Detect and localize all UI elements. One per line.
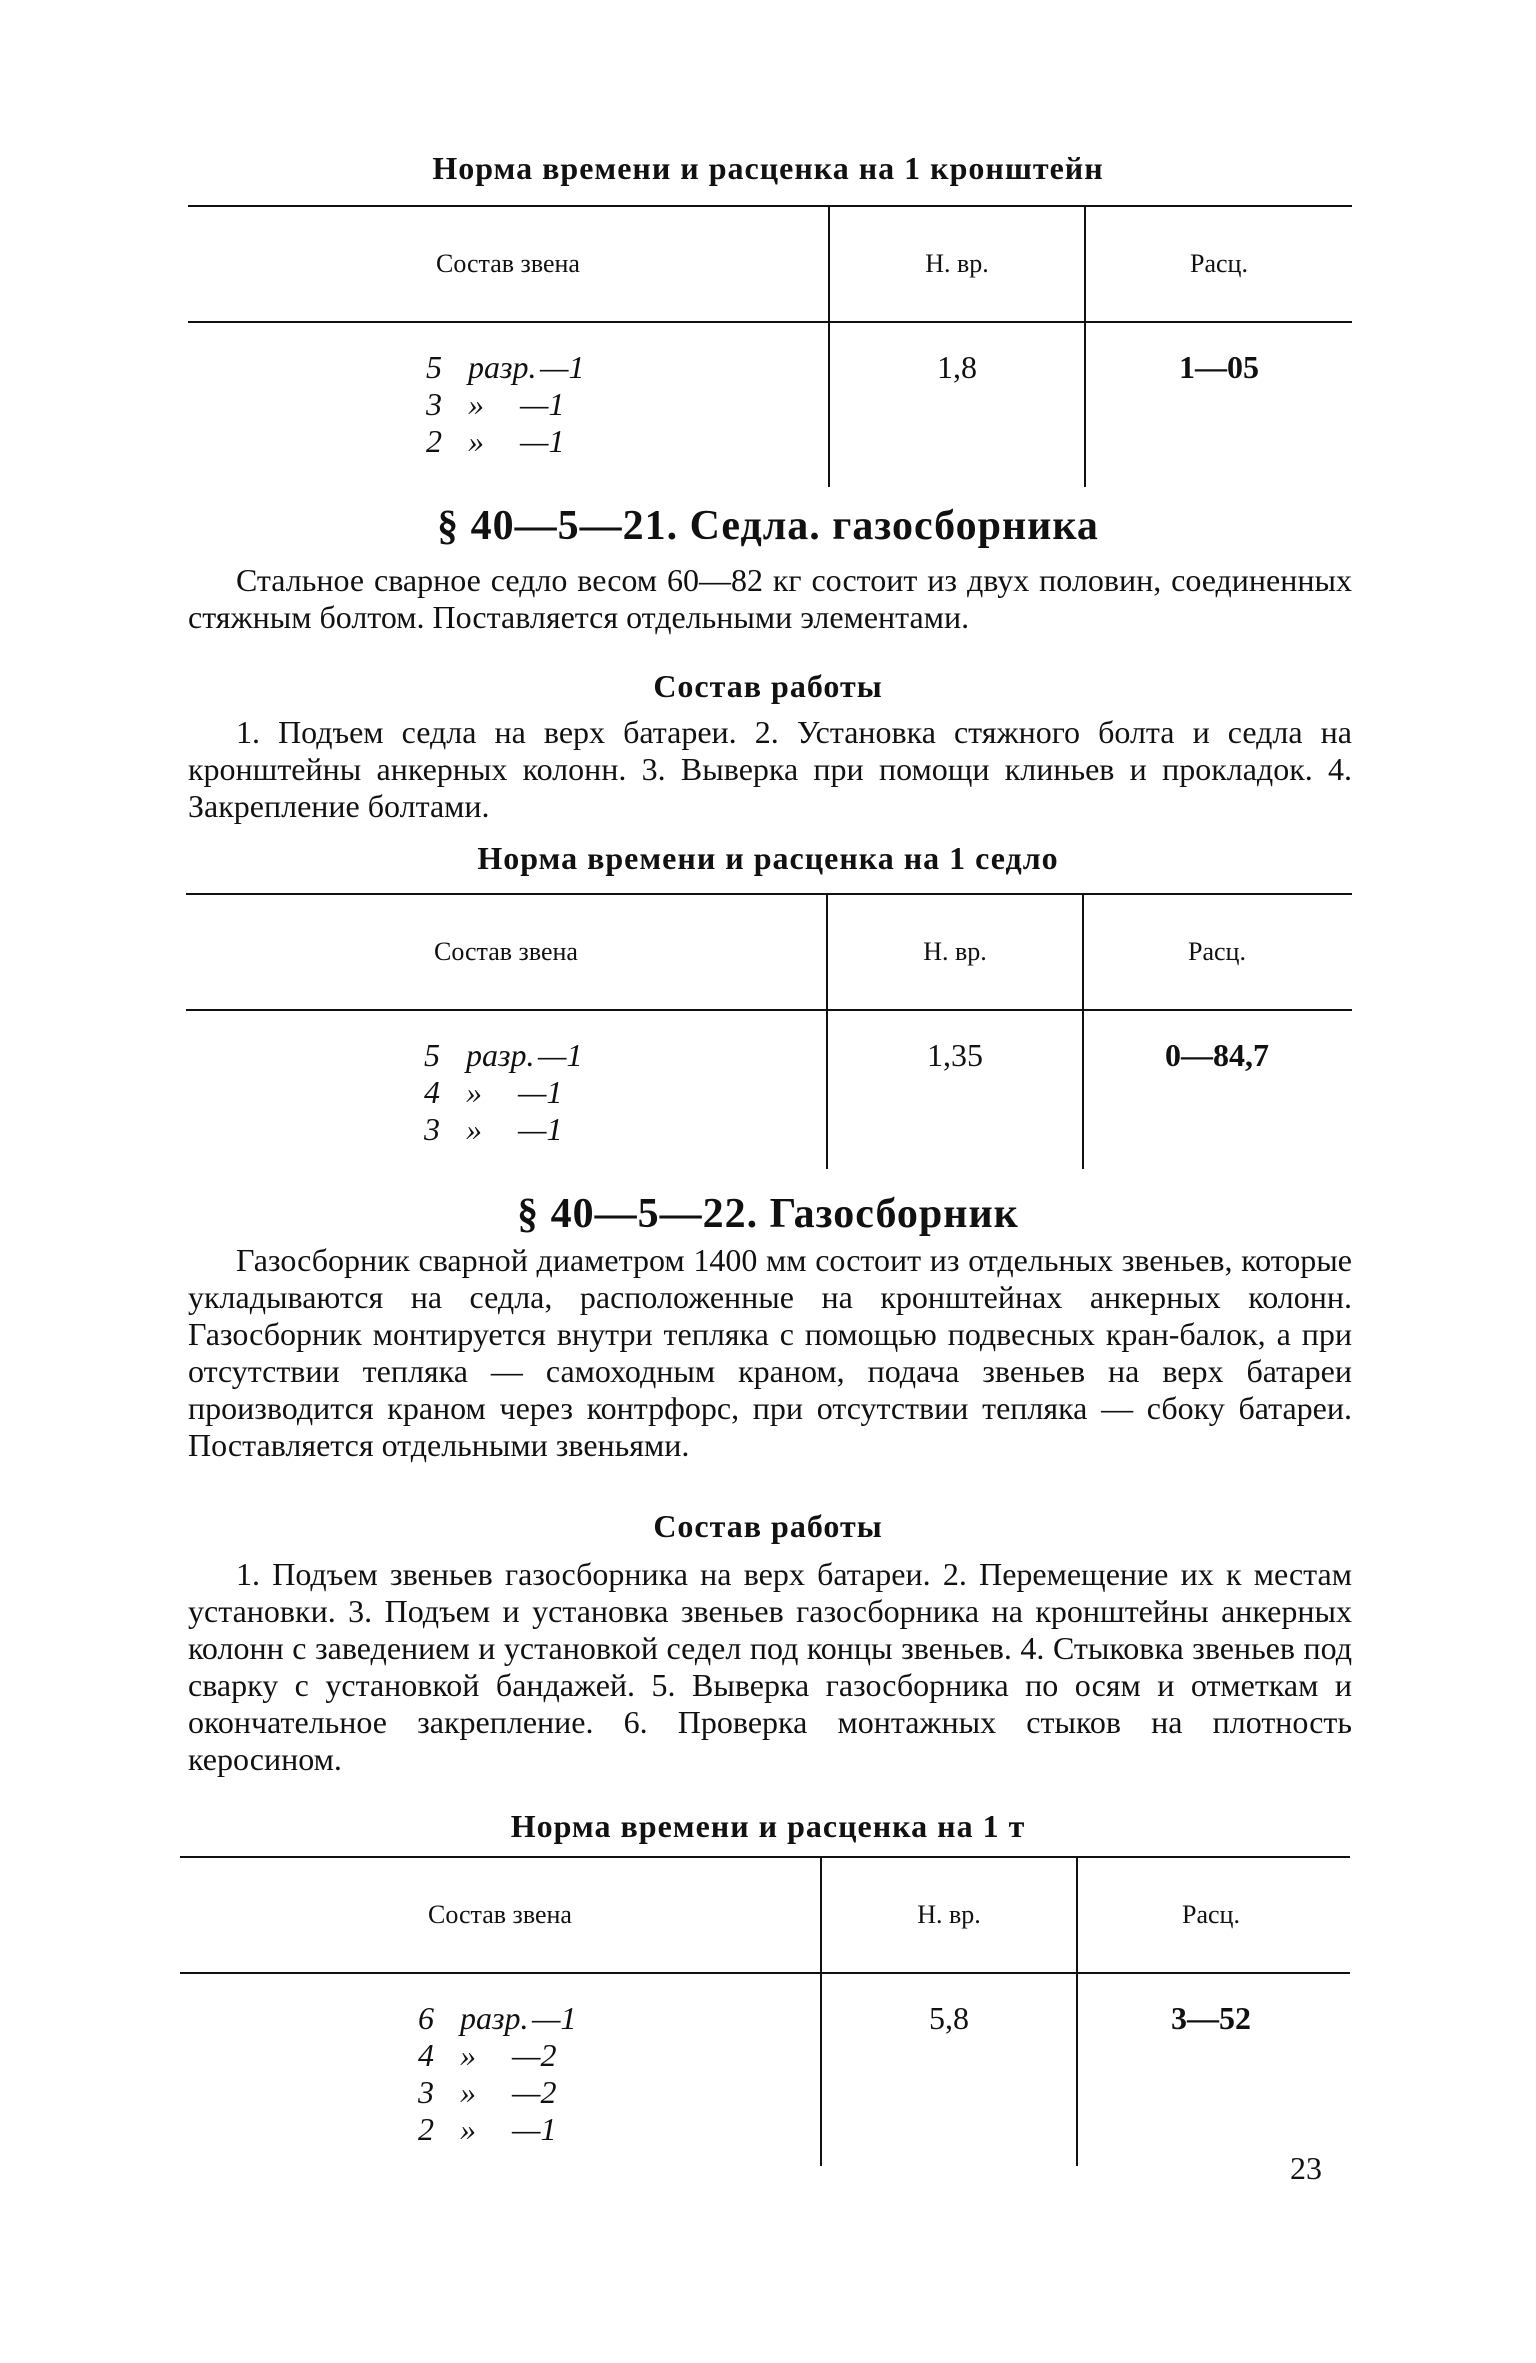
table1-body-divider-2 xyxy=(1084,323,1086,487)
table2-header xyxy=(186,895,1352,1011)
crew-count: —1 xyxy=(540,349,585,385)
crew-unit: » xyxy=(468,386,484,422)
table3-crew-row xyxy=(418,2111,576,2148)
table2-rate-value: 0—84,7 xyxy=(1165,1037,1269,1073)
crew-unit: » xyxy=(460,2111,476,2147)
table1-crew-row xyxy=(426,386,584,423)
table3-rate-value: 3—52 xyxy=(1171,2000,1251,2036)
crew-count: —1 xyxy=(538,1037,583,1073)
crew-grade: 3 xyxy=(424,1111,440,1147)
table1-body-divider-1 xyxy=(828,323,830,487)
table2-crew-row xyxy=(424,1111,582,1148)
crew-unit: » xyxy=(468,423,484,459)
page-number: 23 xyxy=(1290,2150,1322,2186)
section21-work-heading: Состав работы xyxy=(653,668,883,704)
table2-crew-row xyxy=(424,1037,582,1074)
crew-count: —1 xyxy=(518,1074,563,1110)
table1 xyxy=(188,205,1352,487)
table2-caption: Норма времени и расценка на 1 седло xyxy=(477,840,1059,876)
table1-header-crew: Состав звена xyxy=(436,249,580,278)
crew-unit: » xyxy=(460,2037,476,2073)
section22-description: Газосборник сварной диаметром 1400 мм состоит из отдельных звеньев, которые укладываются на седла, расположенные на кронштейнах анкерных колонн. Газосборник монтируется внутри тепляка с помощью подвесных кран-балок, а при отсутствии тепляка — самоходным краном, подача звеньев на верх батареи производится краном через контрфорс, при отсутствии тепляка — сбоку батареи. Поставляется отдельными звеньями. xyxy=(188,1242,1352,1463)
table2-time-value: 1,35 xyxy=(927,1037,983,1073)
crew-unit: » xyxy=(466,1111,482,1147)
crew-count: —1 xyxy=(512,2111,557,2147)
table3-header-crew: Состав звена xyxy=(428,1900,572,1929)
crew-unit: разр. xyxy=(466,1037,535,1073)
crew-grade: 3 xyxy=(426,386,442,422)
table2 xyxy=(186,893,1352,1169)
section22-work: 1. Подъем звеньев газосборника на верх батареи. 2. Перемещение их к местам установки. 3. Подъем и установка звеньев газосборника на кронштейны анкерных колонн с заведением и установкой седел под концы звеньев. 4. Стыковка звеньев под сварку с установкой бандажей. 5. Выверка газосборника по осям и отметкам и окончательное закрепление. 6. Проверка монтажных стыков на плотность керосином. xyxy=(188,1556,1352,1777)
table2-crew-row xyxy=(424,1074,582,1111)
table3-header xyxy=(180,1858,1350,1974)
table1-header-rate: Расц. xyxy=(1190,249,1248,278)
crew-grade: 2 xyxy=(426,423,442,459)
crew-grade: 4 xyxy=(424,1074,440,1110)
table1-rate-value: 1—05 xyxy=(1179,349,1259,385)
section22-work-heading: Состав работы xyxy=(653,1508,883,1544)
crew-unit: » xyxy=(460,2074,476,2110)
crew-count: —1 xyxy=(518,1111,563,1147)
table3-caption: Норма времени и расценка на 1 т xyxy=(510,1808,1026,1844)
section21-description: Стальное сварное седло весом 60—82 кг состоит из двух половин, соединенных стяжным болтом. Поставляется отдельными элементами. xyxy=(188,562,1352,635)
table1-header-time: Н. вр. xyxy=(925,249,989,278)
crew-grade: 3 xyxy=(418,2074,434,2110)
section21-work: 1. Подъем седла на верх батареи. 2. Установка стяжного болта и седла на кронштейны анкерных колонн. 3. Выверка при помощи клиньев и прокладок. 4. Закрепление болтами. xyxy=(188,714,1352,824)
section22-title: § 40—5—22. Газосборник xyxy=(517,1191,1019,1237)
table3-time-value: 5,8 xyxy=(929,2000,969,2036)
table3-body xyxy=(180,1974,1350,2166)
table2-crew xyxy=(424,1037,582,1148)
table3 xyxy=(180,1856,1350,2166)
table1-time-value: 1,8 xyxy=(937,349,977,385)
crew-count: —2 xyxy=(512,2074,557,2110)
table2-header-time: Н. вр. xyxy=(923,937,987,966)
crew-unit: разр. xyxy=(468,349,537,385)
table3-crew-row xyxy=(418,2037,576,2074)
table3-crew xyxy=(418,2000,576,2148)
table1-body xyxy=(188,323,1352,487)
table3-crew-row xyxy=(418,2000,576,2037)
section21-title: § 40—5—21. Седла. газосборника xyxy=(437,503,1099,549)
crew-count: —2 xyxy=(512,2037,557,2073)
table2-body-divider-1 xyxy=(826,1011,828,1169)
crew-grade: 4 xyxy=(418,2037,434,2073)
table3-crew-row xyxy=(418,2074,576,2111)
table2-body xyxy=(186,1011,1352,1169)
crew-grade: 2 xyxy=(418,2111,434,2147)
table3-header-time: Н. вр. xyxy=(917,1900,981,1929)
table3-header-rate: Расц. xyxy=(1182,1900,1240,1929)
crew-count: —1 xyxy=(520,386,565,422)
crew-grade: 5 xyxy=(424,1037,440,1073)
table1-crew-row xyxy=(426,423,584,460)
crew-unit: » xyxy=(466,1074,482,1110)
table2-body-divider-2 xyxy=(1082,1011,1084,1169)
crew-grade: 6 xyxy=(418,2000,434,2036)
table1-crew xyxy=(426,349,584,460)
table2-header-rate: Расц. xyxy=(1188,937,1246,966)
crew-count: —1 xyxy=(520,423,565,459)
crew-count: —1 xyxy=(532,2000,577,2036)
table1-header xyxy=(188,207,1352,323)
crew-unit: разр. xyxy=(460,2000,529,2036)
table2-header-crew: Состав звена xyxy=(434,937,578,966)
crew-grade: 5 xyxy=(426,349,442,385)
table1-crew-row xyxy=(426,349,584,386)
table1-caption: Норма времени и расценка на 1 кронштейн xyxy=(432,150,1104,186)
